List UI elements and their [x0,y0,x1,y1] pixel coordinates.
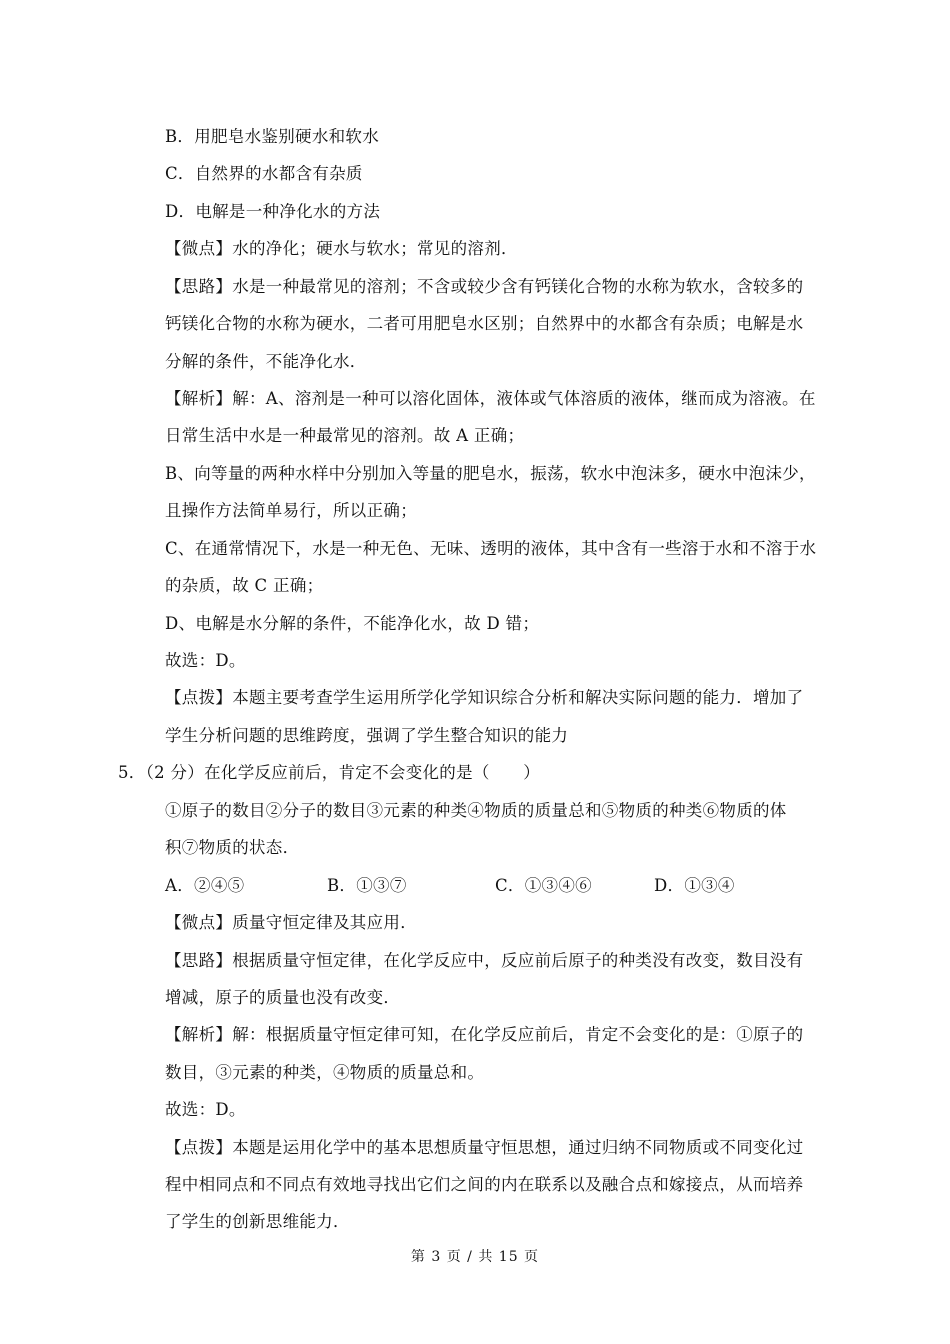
text-line: 增减，原子的质量也没有改变． [165,988,401,1007]
text-line: 且操作方法简单易行，所以正确； [165,501,417,520]
text-line: ①原子的数目②分子的数目③元素的种类④物质的质量总和⑤物质的种类⑥物质的体 [165,801,787,820]
text-line: B．用肥皂水鉴别硬水和软水 [165,127,380,146]
option-b: B．①③⑦ [327,876,407,895]
option-d: D．①③④ [654,876,735,895]
option-a: A．②④⑤ [165,876,245,895]
text-line: 的杂质，故 C 正确； [165,576,324,595]
text-line: C、在通常情况下，水是一种无色、无味、透明的液体，其中含有一些溶于水和不溶于水 [165,539,817,558]
text-line: 分解的条件，不能净化水． [165,352,367,371]
text-line: C．自然界的水都含有杂质 [165,164,363,183]
text-line: B、向等量的两种水样中分别加入等量的肥皂水，振荡，软水中泡沫多，硬水中泡沫少， [165,464,816,483]
text-line: 【思路】水是一种最常见的溶剂；不含或较少含有钙镁化合物的水称为软水，含较多的 [165,277,804,296]
option-c: C．①③④⑥ [495,876,592,895]
text-line: 【解析】解：根据质量守恒定律可知，在化学反应前后，肯定不会变化的是：①原子的 [165,1025,804,1044]
text-line: 【微点】质量守恒定律及其应用． [165,913,417,932]
text-line: 程中相同点和不同点有效地寻找出它们之间的内在联系以及融合点和嫁接点，从而培养 [165,1175,804,1194]
text-line: 积⑦物质的状态． [165,838,300,857]
text-line: 学生分析问题的思维跨度，强调了学生整合知识的能力 [165,726,569,745]
text-line: 故选：D。 [165,1100,246,1119]
text-line: 【点拨】本题主要考查学生运用所学化学知识综合分析和解决实际问题的能力．增加了 [165,688,804,707]
text-line: D、电解是水分解的条件，不能净化水，故 D 错； [165,614,540,633]
text-line: 故选：D。 [165,651,246,670]
text-line: 【思路】根据质量守恒定律，在化学反应中，反应前后原子的种类没有改变，数目没有 [165,951,804,970]
text-line: 日常生活中水是一种最常见的溶剂。故 A 正确； [165,426,525,445]
text-line: 数目，③元素的种类，④物质的质量总和。 [165,1063,485,1082]
page-footer: 第 3 页 / 共 15 页 [410,1249,540,1265]
text-line: 钙镁化合物的水称为硬水，二者可用肥皂水区别；自然界中的水都含有杂质；电解是水 [165,314,804,333]
text-line: 【点拨】本题是运用化学中的基本思想质量守恒思想，通过归纳不同物质或不同变化过 [165,1138,804,1157]
question-title: 5．（2 分）在化学反应前后，肯定不会变化的是（ ） [118,763,541,782]
text-line: 【解析】解：A、溶剂是一种可以溶化固体，液体或气体溶质的液体，继而成为溶液。在 [165,389,816,408]
text-line: 了学生的创新思维能力． [165,1212,350,1231]
text-line: 【微点】水的净化；硬水与软水；常见的溶剂． [165,239,518,258]
text-line: D．电解是一种净化水的方法 [165,202,381,221]
